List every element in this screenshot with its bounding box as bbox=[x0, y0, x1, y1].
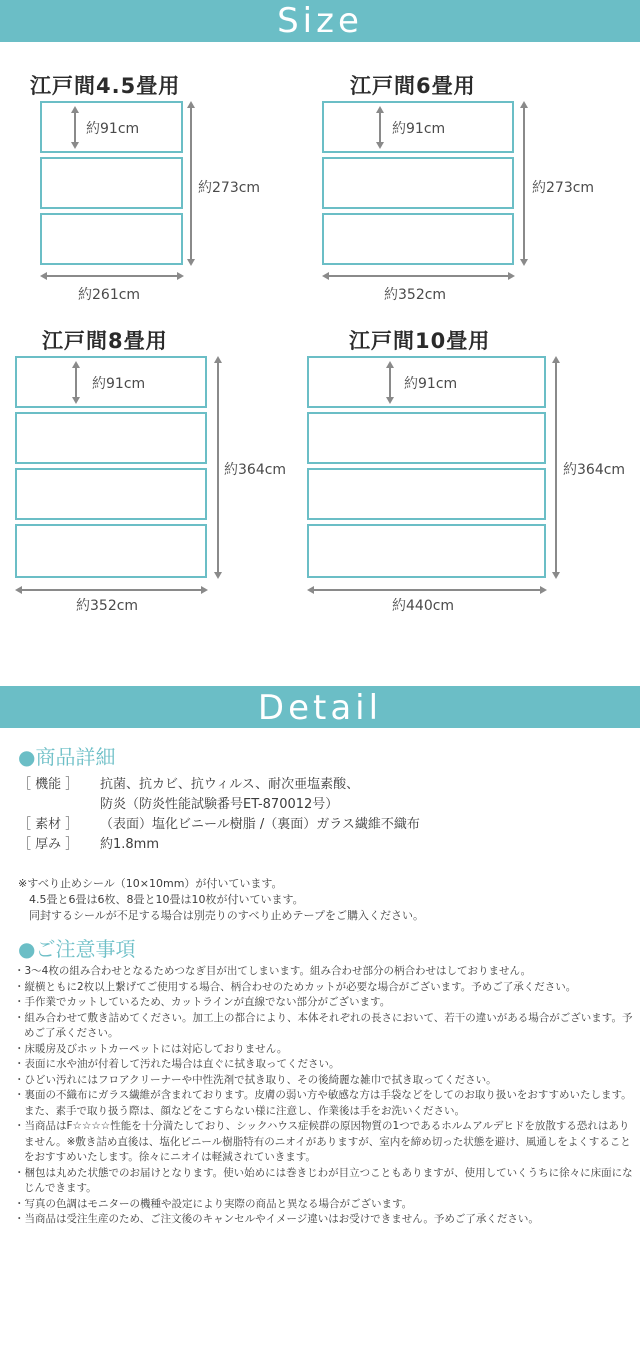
mat-tile bbox=[40, 157, 183, 209]
cautions-list bbox=[14, 964, 634, 1228]
arrow-down-icon bbox=[187, 259, 195, 266]
height-dimension-line bbox=[217, 362, 219, 572]
tile-dimension-line bbox=[74, 112, 76, 142]
caution-item: ・組み合わせて敷き詰めてください。加工上の都合により、本体それぞれの長さにおいて、若干の違いがある場合がございます。予めご了承ください。 bbox=[14, 1011, 633, 1039]
spec-row bbox=[18, 773, 359, 792]
tile-dimension-line bbox=[75, 367, 77, 397]
width-label: 約261cm bbox=[78, 287, 141, 303]
height-label: 約273cm bbox=[532, 180, 595, 196]
caution-item: ・当商品は受注生産のため、ご注文後のキャンセルやイメージ違いはお受けできません。予めご了承ください。 bbox=[14, 1213, 539, 1225]
layout-title: 江戸間10畳用 bbox=[349, 329, 491, 353]
height-dimension-line bbox=[190, 107, 192, 259]
layout-title: 江戸間8畳用 bbox=[42, 329, 168, 353]
width-dimension-line bbox=[21, 589, 201, 591]
arrow-right-icon bbox=[508, 272, 515, 280]
mat-tile bbox=[15, 524, 207, 578]
spec-row bbox=[18, 833, 159, 852]
mat-tile bbox=[15, 412, 207, 464]
cautions-heading: ●ご注意事項 bbox=[18, 937, 136, 961]
arrow-right-icon bbox=[201, 586, 208, 594]
width-label: 約352cm bbox=[76, 598, 139, 614]
note-line: ※すべり止めシール（10×10mm）が付いています。 bbox=[18, 877, 283, 890]
height-label: 約273cm bbox=[198, 180, 261, 196]
arrow-down-icon bbox=[72, 397, 80, 404]
note-line: 4.5畳と6畳は6枚、8畳と10畳は10枚が付いています。 bbox=[18, 893, 304, 906]
mat-tile bbox=[15, 468, 207, 520]
layout-title: 江戸間6畳用 bbox=[350, 74, 476, 98]
width-dimension-line bbox=[328, 275, 508, 277]
tile-length-label: 約91cm bbox=[92, 376, 146, 392]
arrow-down-icon bbox=[376, 142, 384, 149]
height-dimension-line bbox=[555, 362, 557, 572]
tile-dimension-line bbox=[379, 112, 381, 142]
spec-key: ［ 素材 ］ bbox=[18, 817, 79, 832]
width-dimension-line bbox=[313, 589, 540, 591]
arrow-down-icon bbox=[386, 397, 394, 404]
mat-tile bbox=[322, 213, 514, 265]
spec-key: ［ 厚み ］ bbox=[18, 837, 79, 852]
mat-tile bbox=[307, 468, 546, 520]
height-dimension-line bbox=[523, 107, 525, 259]
tile-length-label: 約91cm bbox=[404, 376, 458, 392]
spec-key: ［ 機能 ］ bbox=[18, 777, 79, 792]
detail-banner: Detail bbox=[0, 686, 640, 728]
mat-tile bbox=[322, 157, 514, 209]
arrow-right-icon bbox=[177, 272, 184, 280]
size-banner: Size bbox=[0, 0, 640, 42]
caution-item: ・床暖房及びホットカーペットには対応しておりません。 bbox=[14, 1042, 288, 1055]
note-line: 同封するシールが不足する場合は別売りのすべり止めテープをご購入ください。 bbox=[18, 909, 425, 922]
spec-value: 約1.8mm bbox=[100, 837, 160, 852]
tile-dimension-line bbox=[389, 367, 391, 397]
spec-value: 防炎（防炎性能試験番号ET-870012号） bbox=[100, 797, 339, 812]
height-label: 約364cm bbox=[563, 462, 626, 478]
mat-tile bbox=[40, 213, 183, 265]
arrow-right-icon bbox=[540, 586, 547, 594]
arrow-down-icon bbox=[71, 142, 79, 149]
width-dimension-line bbox=[46, 275, 177, 277]
width-label: 約440cm bbox=[392, 598, 455, 614]
caution-item: ・3〜4枚の組み合わせとなるためつなぎ目が出てしまいます。組み合わせ部分の柄合わせはしておりません。 bbox=[14, 965, 532, 977]
caution-item: ・当商品はF☆☆☆☆性能を十分満たしており、シックハウス症候群の原因物質の1つであるホルムアルデヒドを放散する恐れはありません。※敷き詰め直後は、塩化ビニール樹脂特有のニオイがありますが、室内を締め切った状態を避け、風通しをよくすることをおすすめいたします。徐々にニオイは軽減されていきます。 bbox=[14, 1120, 631, 1163]
height-label: 約364cm bbox=[224, 462, 287, 478]
spec-row bbox=[18, 813, 420, 832]
mat-tile bbox=[307, 524, 546, 578]
spec-value: （表面）塩化ビニール樹脂 /（裏面）ガラス繊維不織布 bbox=[100, 817, 420, 832]
arrow-down-icon bbox=[214, 572, 222, 579]
layout-title: 江戸間4.5畳用 bbox=[30, 74, 181, 98]
caution-item: ・表面に水や油が付着して汚れた場合は直ぐに拭き取ってください。 bbox=[14, 1058, 340, 1070]
product-details-heading: ●商品詳細 bbox=[18, 745, 116, 769]
caution-item: ・手作業でカットしているため、カットラインが直線でない部分がございます。 bbox=[14, 996, 391, 1008]
tile-length-label: 約91cm bbox=[86, 121, 140, 137]
mat-tile bbox=[307, 412, 546, 464]
caution-item: ・梱包は丸めた状態でのお届けとなります。使い始めには巻きじわが目立つこともありますが、使用していくうちに徐々に床面になじんできます。 bbox=[14, 1166, 633, 1194]
caution-item: ・縦横ともに2枚以上繋げてご使用する場合、柄合わせのためカットが必要な場合がございます。予めご了承ください。 bbox=[14, 980, 577, 993]
caution-item: ・写真の色調はモニターの機種や設定により実際の商品と異なる場合がございます。 bbox=[14, 1197, 413, 1210]
caution-item: ・裏面の不織布にガラス繊維が含まれております。皮膚の弱い方や敏感な方は手袋などをしてのお取り扱いをおすすめいたします。また、素手で取り扱う際は、顔などをこすらない様に注意し、作業後は手をお洗いください。 bbox=[14, 1089, 632, 1117]
spec-value: 抗菌、抗カビ、抗ウィルス、耐次亜塩素酸、 bbox=[100, 777, 360, 792]
tile-length-label: 約91cm bbox=[392, 121, 446, 137]
arrow-down-icon bbox=[552, 572, 560, 579]
spec-row bbox=[18, 793, 338, 812]
caution-item: ・ひどい汚れにはフロアクリーナーや中性洗剤で拭き取り、その後綺麗な雑巾で拭き取ってください。 bbox=[14, 1073, 497, 1086]
width-label: 約352cm bbox=[384, 287, 447, 303]
arrow-down-icon bbox=[520, 259, 528, 266]
